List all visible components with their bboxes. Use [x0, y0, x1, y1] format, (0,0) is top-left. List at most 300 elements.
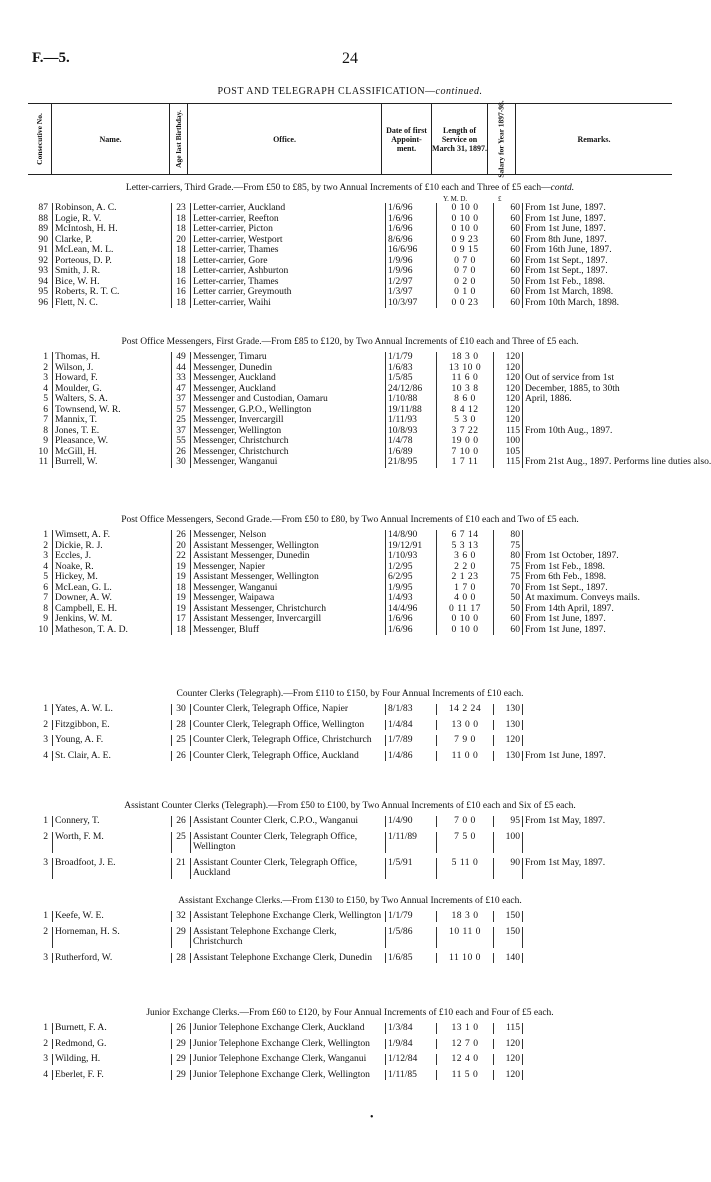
section [28, 800, 672, 879]
service-length: 0 10 0 [437, 224, 494, 235]
service-length: 7 10 0 [437, 447, 494, 458]
staff-age: 29 [172, 1070, 191, 1081]
appointment-date: 1/6/83 [386, 363, 437, 374]
row-number: 7 [43, 592, 48, 603]
salary: 120 [494, 363, 523, 374]
service-length: 14 2 24 [437, 704, 494, 715]
section [28, 1007, 672, 1080]
staff-office: Letter carrier, Greymouth [191, 287, 386, 298]
staff-office: Counter Clerk, Telegraph Office, Christchurch [191, 735, 386, 746]
service-length: 18 3 0 [437, 911, 494, 922]
section [28, 182, 672, 308]
staff-table [28, 530, 672, 635]
salary: 60 [494, 235, 523, 246]
staff-office: Messenger, Wanganui [191, 583, 386, 594]
staff-name: Bice, W. H. [53, 277, 172, 288]
remarks [523, 405, 673, 416]
salary: 120 [494, 1054, 523, 1065]
staff-age: 18 [172, 266, 191, 277]
col-header-salary: Salary for Year 1897-98. [488, 104, 516, 174]
service-length: 5 3 13 [437, 541, 494, 552]
service-length: 0 2 0 [437, 277, 494, 288]
section-title: Assistant Exchange Clerks.—From £130 to £150, by Two Annual Increments of £10 each. [178, 896, 522, 906]
staff-name: Campbell, E. H. [53, 604, 172, 615]
appointment-date: 1/12/84 [386, 1054, 437, 1065]
appointment-date: 1/11/89 [386, 832, 437, 853]
staff-name: Roberts, R. T. C. [53, 287, 172, 298]
appointment-date: 19/11/88 [386, 405, 437, 416]
column-header-row [28, 100, 672, 178]
appointment-date: 24/12/86 [386, 384, 437, 395]
salary: 75 [494, 541, 523, 552]
col-header-age: Age last Birthday. [170, 104, 188, 174]
remarks: From 8th June, 1897. [523, 235, 673, 246]
appointment-date: 8/1/83 [386, 704, 437, 715]
table-row [28, 203, 672, 214]
staff-name: McIntosh, H. H. [53, 224, 172, 235]
salary: 60 [494, 625, 523, 636]
appointment-date: 8/6/96 [386, 235, 437, 246]
row-number: 2 [43, 539, 48, 551]
table-row [28, 530, 672, 541]
salary: 130 [494, 704, 523, 715]
row-number: 87 [38, 202, 48, 213]
staff-age: 20 [172, 235, 191, 246]
appointment-date: 1/4/78 [386, 436, 437, 447]
table-row [28, 1039, 672, 1050]
staff-office: Assistant Telephone Exchange Clerk, Dunedin [191, 953, 386, 964]
salary: 50 [494, 593, 523, 604]
row-number: 3 [43, 372, 48, 383]
remarks: From 1st May, 1897. [523, 858, 673, 879]
appointment-date: 14/8/90 [386, 530, 437, 541]
row-number: 4 [43, 560, 48, 572]
staff-office: Messenger, Nelson [191, 530, 386, 541]
staff-age: 57 [172, 405, 191, 416]
appointment-date: 1/4/86 [386, 751, 437, 762]
staff-age: 23 [172, 203, 191, 214]
salary: 60 [494, 298, 523, 309]
col-header-name: Name. [52, 104, 170, 174]
staff-age: 33 [172, 373, 191, 384]
appointment-date: 1/6/96 [386, 625, 437, 636]
staff-office: Letter-carrier, Waihi [191, 298, 386, 309]
row-number: 7 [43, 414, 48, 425]
staff-age: 26 [172, 447, 191, 458]
section [28, 514, 672, 635]
remarks: From 21st Aug., 1897. Performs line duties also. [523, 457, 673, 468]
appointment-date: 1/5/91 [386, 858, 437, 879]
row-number: 6 [43, 581, 48, 593]
staff-age: 26 [172, 1023, 191, 1034]
staff-name: Logie, R. V. [53, 214, 172, 225]
appointment-date: 10/8/93 [386, 426, 437, 437]
remarks: From 14th April, 1897. [523, 604, 673, 615]
salary: 140 [494, 953, 523, 964]
page-title: POST AND TELEGRAPH CLASSIFICATION—continued. [217, 86, 483, 97]
staff-name: Worth, F. M. [53, 832, 172, 853]
remarks [523, 1039, 673, 1050]
section [28, 336, 711, 468]
remarks [523, 704, 673, 715]
salary: 100 [494, 436, 523, 447]
salary: 60 [494, 287, 523, 298]
remarks: April, 1886. [523, 394, 673, 405]
staff-office: Junior Telephone Exchange Clerk, Wanganui [191, 1054, 386, 1065]
service-length: 0 10 0 [437, 625, 494, 636]
page-number: 24 [342, 50, 358, 67]
staff-age: 18 [172, 625, 191, 636]
salary: 120 [494, 394, 523, 405]
staff-name: Clarke, P. [53, 235, 172, 246]
staff-name: Noake, R. [53, 562, 172, 573]
table-row [28, 457, 672, 468]
service-length: 8 4 12 [437, 405, 494, 416]
salary: 100 [494, 832, 523, 853]
remarks [523, 911, 673, 922]
appointment-date: 1/11/85 [386, 1070, 437, 1081]
row-number: 2 [43, 830, 48, 842]
appointment-date: 1/5/85 [386, 373, 437, 384]
remarks: From 10th Aug., 1897. [523, 426, 673, 437]
table-row [28, 720, 672, 731]
row-number: 10 [38, 445, 48, 457]
staff-name: Jenkins, W. M. [53, 614, 172, 625]
service-length: 0 10 0 [437, 214, 494, 225]
staff-name: Connery, T. [53, 816, 172, 827]
table-row [28, 245, 672, 256]
staff-office: Letter-carrier, Thames [191, 277, 386, 288]
staff-office: Messenger, Bluff [191, 625, 386, 636]
staff-name: Wilding, H. [53, 1054, 172, 1065]
staff-name: Howard, F. [53, 373, 172, 384]
staff-office: Messenger and Custodian, Oamaru [191, 394, 386, 405]
staff-table [28, 911, 672, 963]
table-row [28, 927, 672, 948]
section [28, 688, 672, 761]
staff-office: Letter-carrier, Westport [191, 235, 386, 246]
staff-age: 32 [172, 911, 191, 922]
salary: 120 [494, 373, 523, 384]
salary: 120 [494, 384, 523, 395]
staff-office: Messenger, Wellington [191, 426, 386, 437]
service-length: 4 0 0 [437, 593, 494, 604]
appointment-date: 1/11/93 [386, 415, 437, 426]
appointment-date: 1/6/96 [386, 214, 437, 225]
staff-office: Messenger, Christchurch [191, 436, 386, 447]
service-length: 0 1 0 [437, 287, 494, 298]
staff-name: Thomas, H. [53, 352, 172, 363]
remarks: From 1st October, 1897. [523, 551, 673, 562]
service-length: 10 11 0 [437, 927, 494, 948]
staff-name: Matheson, T. A. D. [53, 625, 172, 636]
staff-office: Messenger, Waipawa [191, 593, 386, 604]
staff-age: 25 [172, 415, 191, 426]
staff-office: Letter-carrier, Gore [191, 256, 386, 267]
staff-name: McGill, H. [53, 447, 172, 458]
remarks: From 1st May, 1897. [523, 816, 673, 827]
staff-office: Letter-carrier, Reefton [191, 214, 386, 225]
table-row [28, 614, 672, 625]
staff-age: 37 [172, 426, 191, 437]
row-number: 5 [43, 571, 48, 582]
staff-name: Young, A. F. [53, 735, 172, 746]
appointment-date: 1/6/89 [386, 447, 437, 458]
staff-age: 30 [172, 704, 191, 715]
appointment-date: 1/7/89 [386, 735, 437, 746]
staff-name: Dickie, R. J. [53, 541, 172, 552]
remarks: From 1st June, 1897. [523, 625, 673, 636]
salary: 50 [494, 277, 523, 288]
remarks: From 1st Feb., 1898. [523, 277, 673, 288]
remarks [523, 352, 673, 363]
salary: 60 [494, 256, 523, 267]
appointment-date: 14/4/96 [386, 604, 437, 615]
staff-name: Moulder, G. [53, 384, 172, 395]
salary: 70 [494, 583, 523, 594]
staff-office: Assistant Telephone Exchange Clerk, Christchurch [191, 927, 386, 948]
salary: 60 [494, 224, 523, 235]
section-title: Post Office Messengers, First Grade.—From £85 to £120, by Two Annual Increments of £10 each and Three of £5 each. [121, 337, 579, 347]
salary: 120 [494, 405, 523, 416]
staff-age: 26 [172, 530, 191, 541]
staff-office: Counter Clerk, Telegraph Office, Wellington [191, 720, 386, 731]
staff-name: McLean, G. L. [53, 583, 172, 594]
service-length: 1 7 0 [437, 583, 494, 594]
section-title: Letter-carriers, Third Grade.—From £50 to £85, by two Annual Increments of £10 each and Three of £5 each—contd. [125, 183, 575, 193]
row-number: 96 [38, 296, 48, 308]
staff-office: Assistant Messenger, Dunedin [191, 551, 386, 562]
row-number: 3 [43, 734, 48, 745]
staff-office: Counter Clerk, Telegraph Office, Napier [191, 704, 386, 715]
staff-age: 28 [172, 953, 191, 964]
staff-office: Messenger, G.P.O., Wellington [191, 405, 386, 416]
service-length: 12 7 0 [437, 1039, 494, 1050]
staff-office: Assistant Telephone Exchange Clerk, Wellington [191, 911, 386, 922]
staff-age: 18 [172, 214, 191, 225]
row-number: 90 [38, 233, 48, 245]
appointment-date: 1/10/88 [386, 394, 437, 405]
remarks [523, 735, 673, 746]
row-number: 94 [38, 275, 48, 287]
remarks [523, 832, 673, 853]
table-row [28, 352, 672, 363]
salary: 120 [494, 352, 523, 363]
salary: 75 [494, 562, 523, 573]
staff-table [28, 1023, 672, 1080]
table-row [28, 298, 672, 309]
appointment-date: 1/6/96 [386, 224, 437, 235]
appointment-date: 1/9/96 [386, 256, 437, 267]
service-length: 11 6 0 [437, 373, 494, 384]
salary: 50 [494, 604, 523, 615]
staff-name: Mannix, T. [53, 415, 172, 426]
row-number: 4 [43, 382, 48, 394]
staff-age: 19 [172, 593, 191, 604]
table-row [28, 436, 672, 447]
row-number: 3 [43, 856, 48, 868]
table-row [28, 704, 672, 715]
staff-name: Broadfoot, J. E. [53, 858, 172, 879]
remarks: From 1st June, 1897. [523, 751, 673, 762]
table-row [28, 735, 672, 746]
service-length: 0 11 17 [437, 604, 494, 615]
staff-age: 18 [172, 245, 191, 256]
row-number: 2 [43, 925, 48, 937]
staff-table [28, 816, 672, 879]
row-number: 1 [43, 910, 48, 921]
appointment-date: 10/3/97 [386, 298, 437, 309]
appointment-date: 1/4/93 [386, 593, 437, 604]
remarks [523, 720, 673, 731]
table-row [28, 858, 672, 879]
remarks: December, 1885, to 30th [523, 384, 673, 395]
staff-name: St. Clair, A. E. [53, 751, 172, 762]
row-number: 92 [38, 254, 48, 266]
service-length: 13 0 0 [437, 720, 494, 731]
table-row [28, 1070, 672, 1081]
appointment-date: 19/12/91 [386, 541, 437, 552]
service-length: 5 11 0 [437, 858, 494, 879]
staff-table [28, 203, 672, 308]
staff-table [28, 351, 711, 468]
service-length: 7 5 0 [437, 832, 494, 853]
appointment-date: 1/6/96 [386, 614, 437, 625]
table-row [28, 373, 672, 384]
staff-age: 16 [172, 277, 191, 288]
salary: 60 [494, 214, 523, 225]
appointment-date: 1/9/96 [386, 266, 437, 277]
ymd-label: Y. M. D. [443, 195, 468, 203]
staff-name: Robinson, A. C. [53, 203, 172, 214]
service-length: 0 0 23 [437, 298, 494, 309]
staff-name: Smith, J. R. [53, 266, 172, 277]
staff-name: McLean, M. L. [53, 245, 172, 256]
table-row [28, 832, 672, 853]
staff-office: Assistant Messenger, Wellington [191, 541, 386, 552]
remarks: From 1st Sept., 1897. [523, 256, 673, 267]
row-number: 9 [43, 613, 48, 624]
remarks: From 1st Sept., 1897. [523, 266, 673, 277]
row-number: 6 [43, 403, 48, 415]
staff-age: 28 [172, 720, 191, 731]
appointment-date: 1/9/95 [386, 583, 437, 594]
row-number: 3 [43, 1053, 48, 1064]
remarks [523, 436, 673, 447]
table-row [28, 593, 672, 604]
section-title: Junior Exchange Clerks.—From £60 to £120, by Four Annual Increments of £10 each and Four of £5 each. [146, 1008, 554, 1018]
salary: 120 [494, 1039, 523, 1050]
staff-name: Downer, A. W. [53, 593, 172, 604]
staff-age: 18 [172, 583, 191, 594]
row-number: 2 [43, 718, 48, 730]
table-row [28, 426, 672, 437]
section-title: Counter Clerks (Telegraph).—From £110 to £150, by Four Annual Increments of £10 each. [176, 689, 524, 699]
salary: 115 [494, 426, 523, 437]
row-number: 5 [43, 393, 48, 404]
salary: 120 [494, 415, 523, 426]
staff-name: Burnett, F. A. [53, 1023, 172, 1034]
pound-label: £ [498, 195, 502, 203]
staff-age: 16 [172, 287, 191, 298]
appointment-date: 1/6/85 [386, 953, 437, 964]
appointment-date: 21/8/95 [386, 457, 437, 468]
remarks: From 1st March, 1898. [523, 287, 673, 298]
service-length: 0 9 23 [437, 235, 494, 246]
page-mark: • [370, 1112, 374, 1123]
staff-name: Jones, T. E. [53, 426, 172, 437]
table-row [28, 625, 672, 636]
staff-age: 26 [172, 816, 191, 827]
service-length: 0 10 0 [437, 203, 494, 214]
staff-age: 37 [172, 394, 191, 405]
staff-age: 29 [172, 927, 191, 948]
row-number: 9 [43, 435, 48, 446]
staff-name: Walters, S. A. [53, 394, 172, 405]
service-length: 2 2 0 [437, 562, 494, 573]
staff-office: Letter-carrier, Thames [191, 245, 386, 256]
row-number: 1 [43, 1022, 48, 1033]
table-row [28, 394, 672, 405]
staff-office: Messenger, Wanganui [191, 457, 386, 468]
staff-age: 21 [172, 858, 191, 879]
salary: 90 [494, 858, 523, 879]
service-length: 5 3 0 [437, 415, 494, 426]
salary: 130 [494, 751, 523, 762]
table-row [28, 405, 672, 416]
appointment-date: 1/2/97 [386, 277, 437, 288]
staff-age: 22 [172, 551, 191, 562]
salary: 80 [494, 530, 523, 541]
table-row [28, 415, 672, 426]
staff-office: Messenger, Auckland [191, 373, 386, 384]
staff-name: Yates, A. W. L. [53, 704, 172, 715]
staff-name: Keefe, W. E. [53, 911, 172, 922]
remarks [523, 1054, 673, 1065]
remarks: At maximum. Conveys mails. [523, 593, 673, 604]
staff-age: 29 [172, 1054, 191, 1065]
remarks [523, 1070, 673, 1081]
staff-name: Hickey, M. [53, 572, 172, 583]
staff-name: Fitzgibbon, E. [53, 720, 172, 731]
table-row [28, 751, 672, 762]
staff-name: Redmond, G. [53, 1039, 172, 1050]
row-number: 1 [43, 529, 48, 540]
service-length: 0 7 0 [437, 266, 494, 277]
staff-age: 19 [172, 604, 191, 615]
staff-age: 26 [172, 751, 191, 762]
salary: 60 [494, 245, 523, 256]
service-length: 3 7 22 [437, 426, 494, 437]
service-length: 18 3 0 [437, 352, 494, 363]
remarks: From 1st June, 1897. [523, 224, 673, 235]
row-number: 8 [43, 602, 48, 614]
staff-name: Burrell, W. [53, 457, 172, 468]
appointment-date: 1/3/84 [386, 1023, 437, 1034]
staff-office: Assistant Counter Clerk, Telegraph Office, Auckland [191, 858, 386, 879]
staff-age: 17 [172, 614, 191, 625]
row-number: 95 [38, 286, 48, 297]
table-row [28, 266, 672, 277]
row-number: 4 [43, 1068, 48, 1080]
col-header-date: Date of first Appoint-ment. [382, 104, 432, 174]
section-title: Assistant Counter Clerks (Telegraph).—From £50 to £100, by Two Annual Increments of £10 each and Six of £5 each. [124, 801, 576, 811]
service-length: 11 0 0 [437, 751, 494, 762]
staff-name: Wimsett, A. F. [53, 530, 172, 541]
staff-age: 49 [172, 352, 191, 363]
table-row [28, 224, 672, 235]
table-row [28, 572, 672, 583]
